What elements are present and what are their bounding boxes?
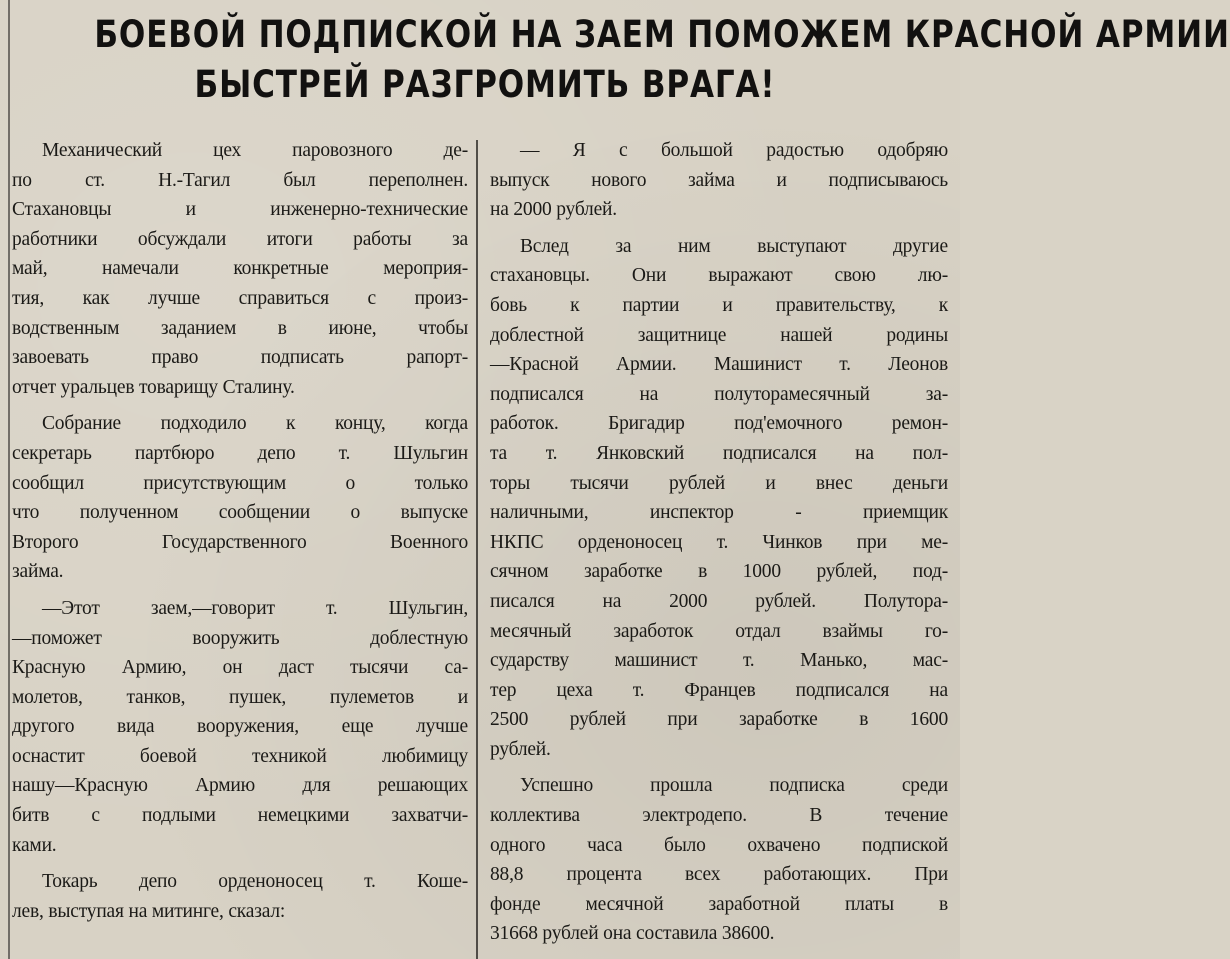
text-line: завоевать право подписать рапорт-: [12, 347, 468, 369]
text-line: Успешно прошла подписка среди: [520, 775, 948, 797]
text-line: сообщил присутствующим о только: [12, 472, 468, 494]
text-line: —Этот заем,—говорит т. Шульгин,: [42, 597, 468, 619]
column-divider: [476, 140, 478, 959]
text-line: работники обсуждали итоги работы за: [12, 228, 468, 250]
article-paragraph: [12, 409, 468, 587]
text-line: 31668 рублей она составила 38600.: [490, 923, 775, 945]
text-line: нашу—Красную Армию для решающих: [12, 775, 468, 797]
text-line: что полученном сообщении о выпуске: [12, 502, 468, 524]
text-line: сячном заработке в 1000 рублей, под-: [490, 561, 948, 583]
text-line: одного часа было охвачено подпиской: [490, 834, 948, 856]
text-line: НКПС орденоносец т. Чинков при ме-: [490, 531, 948, 553]
text-line: Вслед за ним выступают другие: [520, 235, 948, 257]
text-line: та т. Янковский подписался на пол-: [490, 442, 948, 464]
text-line: бовь к партии и правительству, к: [490, 294, 948, 316]
text-line: 2500 рублей при заработке в 1600: [490, 709, 948, 731]
text-line: лев, выступая на митинге, сказал:: [12, 900, 286, 922]
text-line: подписался на полуторамесячный за-: [490, 383, 948, 405]
text-line: сударству машинист т. Манько, мас-: [490, 650, 948, 672]
article-column-right: [490, 136, 948, 956]
article-paragraph: [12, 867, 468, 926]
text-line: Второго Государственного Военного: [12, 531, 468, 553]
text-line: —поможет вооружить доблестную: [12, 627, 468, 649]
text-line: тер цеха т. Францев подписался на: [490, 679, 948, 701]
text-line: отчет уральцев товарищу Сталину.: [12, 376, 295, 398]
text-line: Стахановцы и инженерно-технические: [12, 199, 468, 221]
headline: [94, 10, 1230, 110]
text-line: наличными, инспектор - приемщик: [490, 502, 948, 524]
text-line: коллектива электродепо. В течение: [490, 805, 948, 827]
text-line: Красную Армию, он даст тысячи са-: [12, 657, 468, 679]
article-paragraph: [490, 771, 948, 949]
text-line: Собрание подходило к концу, когда: [42, 413, 468, 435]
text-line: на 2000 рублей.: [490, 199, 617, 221]
text-line: битв с подлыми немецкими захватчи-: [12, 805, 468, 827]
text-line: рублей.: [490, 738, 551, 760]
text-line: фонде месячной заработной платы в: [490, 893, 948, 915]
text-line: молетов, танков, пушек, пулеметов и: [12, 686, 468, 708]
text-line: другого вида вооружения, еще лучше: [12, 716, 468, 738]
text-line: стахановцы. Они выражают свою лю-: [490, 265, 948, 287]
text-line: доблестной защитнице нашей родины: [490, 324, 948, 346]
text-line: писался на 2000 рублей. Полутора-: [490, 590, 948, 612]
headline-line-2: БЫСТРЕЙ РАЗГРОМИТЬ ВРАГА!: [194, 63, 776, 106]
article-column-left: [12, 136, 468, 933]
headline-line-1: БОЕВОЙ ПОДПИСКОЙ НА ЗАЕМ ПОМОЖЕМ КРАСНОЙ АРМИИ: [94, 13, 1230, 56]
text-line: по ст. Н.-Тагил был переполнен.: [12, 169, 468, 191]
text-line: 88,8 процента всех работающих. При: [490, 864, 948, 886]
text-line: Механический цех паровозного де-: [42, 140, 468, 161]
text-line: май, намечали конкретные мероприя-: [12, 258, 468, 280]
text-line: водственным заданием в июне, чтобы: [12, 317, 468, 339]
text-line: тия, как лучше справиться с произ-: [12, 287, 468, 309]
text-line: выпуск нового займа и подписываюсь: [490, 169, 948, 191]
text-line: —Красной Армии. Машинист т. Леонов: [490, 354, 948, 376]
text-line: ками.: [12, 834, 57, 856]
text-line: месячный заработок отдал взаймы го-: [490, 620, 948, 642]
article-paragraph: [490, 232, 948, 765]
article-paragraph: [12, 594, 468, 860]
article-paragraph: [12, 136, 468, 402]
text-line: торы тысячи рублей и внес деньги: [490, 472, 948, 494]
text-line: — Я с большой радостью одобряю: [520, 140, 948, 161]
text-line: Токарь депо орденоносец т. Коше-: [42, 871, 468, 893]
text-line: работок. Бригадир под'емочного ремон-: [490, 413, 948, 435]
text-line: займа.: [12, 561, 64, 583]
text-line: оснастит боевой техникой любимицу: [12, 745, 468, 767]
article-paragraph: [490, 136, 948, 225]
text-line: секретарь партбюро депо т. Шульгин: [12, 442, 468, 464]
page-edge-rule: [8, 0, 10, 959]
